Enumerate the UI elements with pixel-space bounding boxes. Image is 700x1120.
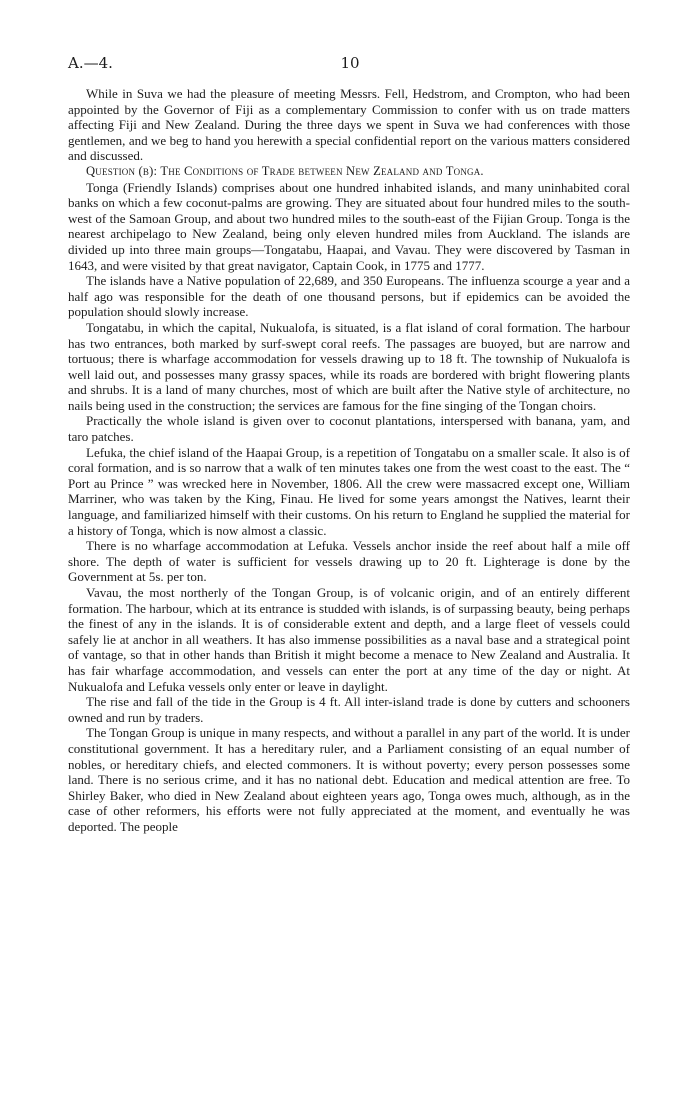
paragraph-tonga-overview: Tonga (Friendly Islands) comprises about one hundred inhabited islands, and many uninhabited coral banks on which a few coconut-palms are growing. They are situated about four hundred miles to the south-west of the Samoan Group, and about two hundred miles to the south-east of the Fijian Group. Tonga is the nearest archipelago to New Zealand, being only eleven hundred miles from Auckland. The islands are divided up into three main groups—Tongatabu, Haapai, and Vavau. They were discovered by Tasman in 1643, and were visited by that great navigator, Captain Cook, in 1775 and 1777. (68, 179, 630, 273)
page-number: 10 (340, 54, 360, 72)
section-heading: Question (b): The Conditions of Trade between New Zealand and Tonga. (86, 163, 484, 178)
document-reference: A.—4. (68, 54, 113, 72)
paragraph-plantations: Practically the whole island is given over to coconut plantations, interspersed with banana, yam, and taro patches. (68, 413, 630, 445)
paragraph-lefuka: Lefuka, the chief island of the Haapai Group, is a repetition of Tongatabu on a smaller scale. It also is of coral formation, and is so narrow that a walk of ten minutes takes one from the west coast to the east. The “ Port au Prince ” was wrecked here in November, 1806. All the crew were massacred except one, William Marriner, who was taken by the King, Finau. He lived for some years amongst the Natives, learnt their language, and familiarized himself with their customs. On his return to England he supplied the material for a history of Tonga, which is now almost a classic. (68, 444, 630, 538)
paragraph-lefuka-wharfage: There is no wharfage accommodation at Lefuka. Vessels anchor inside the reef about half a mile off shore. The depth of water is sufficient for vessels drawing up to 20 ft. Lighterage is done by the Government at 5s. per ton. (68, 538, 630, 585)
paragraph-population: The islands have a Native population of 22,689, and 350 Europeans. The influenza scourge a year and a half ago was responsible for the death of one thousand persons, but if epidemics can be avoided the population should slowly increase. (68, 273, 630, 320)
paragraph-vavau: Vavau, the most northerly of the Tongan Group, is of volcanic origin, and of an entirely different formation. The harbour, which at its entrance is studded with islands, is of surpassing beauty, being perhaps the finest of any in the islands. It is of considerable extent and depth, and a large fleet of vessels could safely lie at anchor in all weathers. It has also immense possibilities as a naval base and a strategical point of vantage, so that in other hands than British it might become a menace to New Zealand and Australia. It has fair wharfage accommodation, and vessels can enter the port at any time of the day or night. At Nukualofa and Lefuka vessels only enter or leave in daylight. (68, 585, 630, 694)
paragraph-government: The Tongan Group is unique in many respects, and without a parallel in any part of the world. It is under constitutional government. It has a hereditary ruler, and a Parliament consisting of an equal number of nobles, or hereditary chiefs, and elected commoners. It is without poverty; every person possesses some land. There is no serious crime, and it has no national debt. Education and medical attention are free. To Shirley Baker, who died in New Zealand about eighteen years ago, Tonga owes much, although, as in the case of other reformers, his efforts were not fully appreciated at the moment, and eventually he was deported. The people (68, 725, 630, 834)
paragraph-tongatabu: Tongatabu, in which the capital, Nukualofa, is situated, is a flat island of coral formation. The harbour has two entrances, both marked by surf-swept coral reefs. The passages are buoyed, but are narrow and tortuous; there is wharfage accommodation for vessels drawing up to 18 ft. The township of Nukualofa is well laid out, and possesses many grassy spaces, while its roads are bordered with bright flowering plants and shrubs. It is a land of many churches, most of which are built after the Native style of architecture, no nails being used in the construction; the services are famous for the fine singing of the Tongan choirs. (68, 319, 630, 413)
paragraph-tide: The rise and fall of the tide in the Group is 4 ft. All inter-island trade is done by cutters and schooners owned and run by traders. (68, 694, 630, 725)
body-text (68, 86, 630, 835)
intro-paragraph: While in Suva we had the pleasure of meeting Messrs. Fell, Hedstrom, and Crompton, who had been appointed by the Governor of Fiji as a complementary Commission to confer with us on trade matters affecting Fiji and New Zealand. During the three days we spent in Suva we had conferences with those gentlemen, and we beg to hand you herewith a special confidential report on the various matters considered and discussed. (68, 86, 630, 164)
